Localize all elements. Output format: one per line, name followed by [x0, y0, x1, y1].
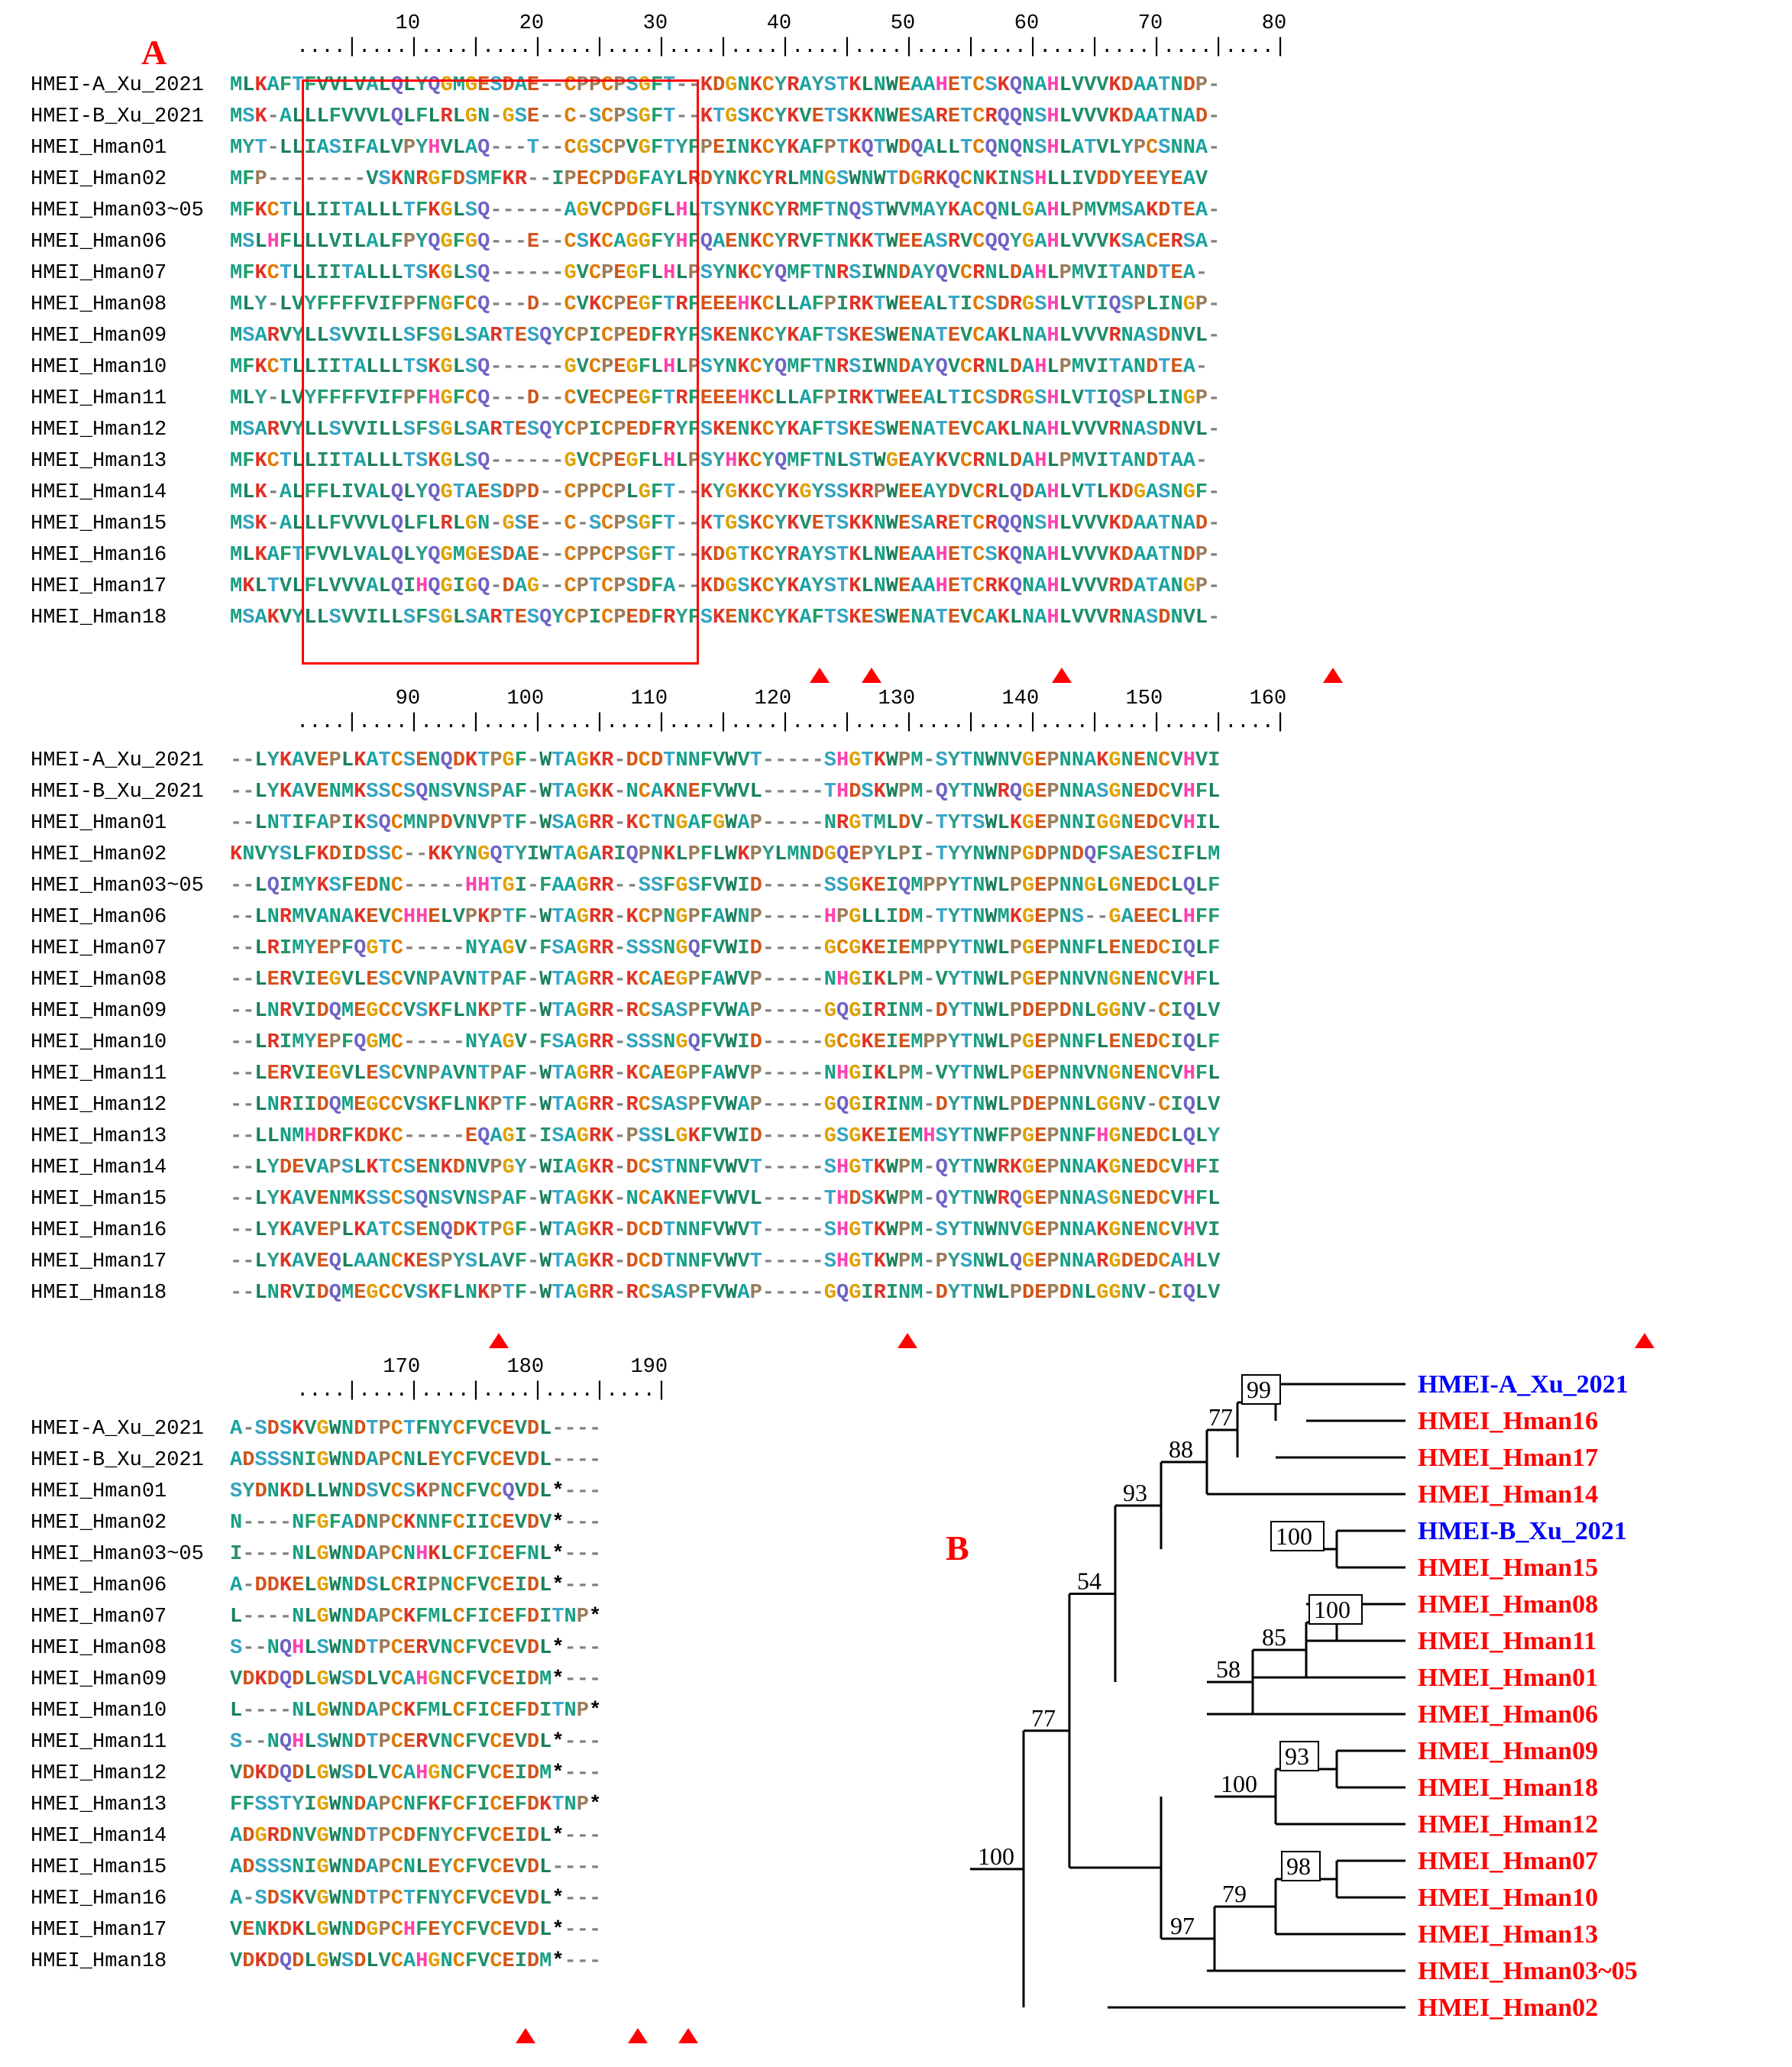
- sequence-row: --LNRIIDQMEGCCVSKFLNKPTF-WTAGRR-RCSASPFVWAP-----GQGIRINM-DYTNWLPDEPNNLGGNV-CIQLV: [230, 1094, 1221, 1117]
- bootstrap-value: 77: [1208, 1403, 1233, 1431]
- tree-taxon-label: HMEI_Hman09: [1418, 1737, 1599, 1765]
- sequence-name: HMEI_Hman14: [31, 1825, 217, 1848]
- sequence-name: HMEI_Hman13: [31, 1794, 217, 1816]
- block-2-names: [31, 746, 216, 1309]
- sequence-row: --LYDEVAPSLKTCSENKDNVPGY-WIAGKR-DCSTNNFVWVT-----SHGTKWPM-QYTNWRKGEPNNAKGNEDCVHFI: [230, 1156, 1221, 1179]
- block-1-ticks: ....|....|....|....|....|....|....|....|....|....|....|....|....|....|....|....|: [296, 36, 1287, 59]
- bootstrap-value: 100: [1314, 1596, 1350, 1623]
- sequence-row: --LNTIFAPIKSQCMNPDVNVPTF-WSAGRR-KCTNGAFGWAP-----NRGTMLDV-TYTSWLKGEPNNIGGNEDCVHIL: [230, 812, 1221, 835]
- sequence-row: A-DDKELGWNDSLCRIPNCFVCEIDL*---: [230, 1574, 602, 1597]
- block-3-ruler: 170 180 190: [296, 1356, 668, 1379]
- tree-taxon-label: HMEI_Hman18: [1418, 1774, 1599, 1802]
- cysteine-marker: [898, 1333, 917, 1348]
- sequence-name: HMEI_Hman16: [31, 1887, 217, 1910]
- cysteine-marker: [489, 1333, 509, 1348]
- sequence-row: ADSSSNIGWNDAPCNLEYCFVCEVDL----: [230, 1449, 602, 1472]
- sequence-row: --LERVIEGVLESCVNPAVNTPAF-WTAGRR-KCAEGPFAWVP-----NHGIKLPM-VYTNWLPGEPNNVNGNENCVHFL: [230, 969, 1221, 991]
- tree-taxon-label: HMEI_Hman14: [1418, 1480, 1599, 1509]
- sequence-row: --LYKAVENMKSSCSQNSVNSPAF-WTAGKK-NCAKNEFVWVL-----THDSKWPM-QYTNWRQGEPNNASGNEDCVHFL: [230, 1188, 1221, 1211]
- tree-taxon-label: HMEI_Hman13: [1418, 1920, 1599, 1949]
- sequence-name: HMEI_Hman03~05: [31, 1543, 217, 1566]
- tree-taxon-label: HMEI_Hman16: [1418, 1407, 1599, 1435]
- sequence-name: HMEI_Hman13: [31, 1125, 217, 1148]
- sequence-name: HMEI_Hman15: [31, 1856, 217, 1879]
- bootstrap-value: 54: [1077, 1567, 1101, 1595]
- sequence-name: HMEI_Hman12: [31, 1762, 217, 1785]
- sequence-name: HMEI_Hman08: [31, 293, 217, 316]
- sequence-name: HMEI_Hman10: [31, 1700, 217, 1723]
- sequence-row: --LYKAVEPLKATCSENQDKTPGF-WTAGKR-DCDTNNFVWVT-----SHGTKWPM-SYTNWNVGEPNNAKGNENCVHVI: [230, 749, 1221, 772]
- bootstrap-value: 77: [1031, 1703, 1056, 1732]
- sequence-name: HMEI_Hman15: [31, 1188, 217, 1211]
- block-3-ticks: ....|....|....|....|....|....|: [296, 1380, 668, 1402]
- bootstrap-value: 58: [1216, 1655, 1240, 1683]
- sequence-row: --LLNMHDRFKDKC-----EQAGI-ISAGRK-PSSLGKFVWID-----GSGKEIEMHSYTNWFPGEPNNFHGNEDCLQLY: [230, 1125, 1221, 1148]
- sequence-name: HMEI_Hman18: [31, 607, 217, 629]
- bootstrap-value: 100: [978, 1842, 1014, 1870]
- sequence-row: --LQIMYKSFEDNC-----HHTGI-FAAGRR--SSFGSFVWID-----SSGKEIQMPPYTNWLPGEPNNGLGNEDCLQLF: [230, 875, 1221, 898]
- sequence-name: HMEI-B_Xu_2021: [31, 781, 217, 804]
- sequence-name: HMEI_Hman11: [31, 387, 217, 410]
- tree-taxon-label: HMEI_Hman03~05: [1418, 1957, 1638, 1985]
- sequence-name: HMEI_Hman11: [31, 1731, 217, 1754]
- sequence-name: HMEI_Hman08: [31, 1637, 217, 1660]
- sequence-name: HMEI_Hman16: [31, 1219, 217, 1242]
- sequence-name: HMEI_Hman15: [31, 513, 217, 535]
- cysteine-marker: [628, 2028, 648, 2043]
- block-2-sequences: [230, 746, 1220, 1309]
- tree-taxon-label: HMEI-B_Xu_2021: [1418, 1517, 1627, 1545]
- sequence-name: HMEI_Hman02: [31, 843, 217, 866]
- tree-taxon-label: HMEI_Hman17: [1418, 1444, 1599, 1472]
- sequence-name: HMEI_Hman07: [31, 937, 217, 960]
- tree-taxon-label: HMEI_Hman15: [1418, 1554, 1599, 1582]
- tree-graphic: [878, 1367, 1792, 2055]
- sequence-name: HMEI_Hman10: [31, 1031, 217, 1054]
- sequence-row: --LNRMVANAKEVCHHELVPKPTF-WTAGRR-KCPNGPFAWNP-----HPGLLIDM-TYTNWMKGEPNS--GAEECLHFF: [230, 906, 1221, 929]
- bootstrap-value: 97: [1170, 1912, 1195, 1939]
- sequence-name: HMEI_Hman14: [31, 1156, 217, 1179]
- bootstrap-value: 98: [1286, 1852, 1311, 1880]
- block-3-names: [31, 1414, 216, 1978]
- sequence-row: MKLTVLFLVVVALQIHQGIGQ-DAG--CPTCPSDFA--KDGSKCYKAYSTKLNWEAAHETCRKQNAHLVVVRDATANGP-: [230, 575, 1221, 598]
- sequence-row: --LRIMYEPFQGTC-----NYAGV-FSAGRR-SSSNGQFVWID-----GCGKEIEMPPYTNWLPGEPNNFLENEDCIQLF: [230, 937, 1221, 960]
- sequence-name: HMEI_Hman16: [31, 544, 217, 567]
- block-2-ticks: ....|....|....|....|....|....|....|....|....|....|....|....|....|....|....|....|: [296, 711, 1287, 734]
- sequence-row: VENKDKLGWNDGPCHFEYCFVCEVDL*---: [230, 1919, 602, 1942]
- alignment-block-3: [31, 1356, 668, 1978]
- bootstrap-value: 85: [1262, 1623, 1286, 1651]
- sequence-row: MLKAFTFVVLVALQLYQGMGESDAE--CPPCPSGFT--KDGNKCYRAYSTKLNWEAAHETCSKQNAHLVVVKDAATNDP-: [230, 74, 1221, 97]
- tree-taxon-label: HMEI_Hman01: [1418, 1664, 1599, 1692]
- tree-taxon-label: HMEI_Hman12: [1418, 1810, 1599, 1839]
- bootstrap-value: 88: [1169, 1435, 1193, 1463]
- block-1-names: [31, 70, 216, 634]
- sequence-name: HMEI_Hman07: [31, 1606, 217, 1629]
- cysteine-marker: [810, 668, 830, 683]
- sequence-row: N----NFGFADNPCKNNFCIICEVDV*---: [230, 1512, 602, 1535]
- sequence-row: --LYKAVENMKSSCSQNSVNSPAF-WTAGKK-NCAKNEFVWVL-----THDSKWPM-QYTNWRQGEPNNASGNEDCVHFL: [230, 781, 1221, 804]
- sequence-name: HMEI_Hman03~05: [31, 199, 217, 222]
- sequence-name: HMEI-A_Xu_2021: [31, 1418, 217, 1441]
- sequence-row: MLY-LVYFFFFVIFPFNGFCQ---D--CVKCPEGFTRFEEEHKCLLAFPIRKTWEEALTICSDRGSHLVTIQSPLINGP-: [230, 293, 1221, 316]
- sequence-row: --LERVIEGVLESCVNPAVNTPAF-WTAGRR-KCAEGPFAWVP-----NHGIKLPM-VYTNWLPGEPNNVNGNENCVHFL: [230, 1063, 1221, 1085]
- sequence-row: MFKCTLLIITALLLTSKGLSQ------GVCPEGFLHLPSYNKCYQMFTNRSIWNDAYQVCRNLDAHLPMVITANDTEA-: [230, 262, 1208, 285]
- bootstrap-value: 99: [1247, 1376, 1271, 1403]
- sequence-name: HMEI_Hman06: [31, 1574, 217, 1597]
- sequence-name: HMEI_Hman01: [31, 812, 217, 835]
- sequence-name: HMEI_Hman14: [31, 481, 217, 504]
- sequence-row: MSARVYLLSVVILLSFSGLSARTESQYCPICPEDFRYFSKENKCYKAFTSKESWENATEVCAKLNAHLVVVRNASDNVL-: [230, 325, 1221, 348]
- sequence-row: FFSSTYIGWNDAPCNFKFCFICEFDKTNP*: [230, 1794, 602, 1816]
- sequence-row: S--NQHLSWNDTPCERVNCFVCEVDL*---: [230, 1731, 602, 1754]
- sequence-row: VDKDQDLGWSDLVCAHGNCFVCEIDM*---: [230, 1762, 602, 1785]
- cysteine-marker: [516, 2028, 535, 2043]
- alignment-block-2: [31, 687, 1286, 1309]
- sequence-row: MFKCTLLIITALLLTFKGLSQ------AGVCPDGFLHLTSYNKCYRMFTNQSTWVMAYKACQNLGAHLPMVMSAKDTEA-: [230, 199, 1221, 222]
- sequence-row: SYDNKDLLWNDSVCSKPNCFVCQVDL*---: [230, 1480, 602, 1503]
- sequence-row: L----NLGWNDAPCKFMLCFICEFDITNP*: [230, 1700, 602, 1723]
- sequence-row: ADGRDNVGWNDTPCDFNYCFVCEIDL*---: [230, 1825, 602, 1848]
- sequence-name: HMEI_Hman17: [31, 1250, 217, 1273]
- block-2-ruler: 90 100 110 120 130 140 150 160: [296, 687, 1287, 710]
- sequence-row: --LNRVIDQMEGCCVSKFLNKPTF-WTAGRR-RCSASPFVWAP-----GQGIRINM-DYTNWLPDEPDNLGGNV-CIQLV: [230, 1000, 1221, 1023]
- sequence-name: HMEI_Hman06: [31, 231, 217, 254]
- sequence-row: MLK-ALFFLIVALQLYQGTAESDPD--CPPCPLGFT--KYGKKCYKGYSSKRPWEEAYDVCRLQDAHLVTLKDGASNGF-: [230, 481, 1221, 504]
- sequence-row: MFKCTLLIITALLLTSKGLSQ------GVCPEGFLHLPSYNKCYQMFTNRSIWNDAYQVCRNLDAHLPMVITANDTEA-: [230, 356, 1208, 379]
- sequence-row: MSK-ALLLFVVVLQLFLRLGN-GSE--C-SCPSGFT--KTGSKCYKVETSKKNWESARETCRQQNSHLVVVKDAATNAD-: [230, 513, 1221, 535]
- sequence-row: L----NLGWNDAPCKFMLCFICEFDITNP*: [230, 1606, 602, 1629]
- signal-peptide-box: [302, 79, 699, 665]
- sequence-name: HMEI_Hman03~05: [31, 875, 217, 898]
- bootstrap-value: 93: [1285, 1742, 1309, 1770]
- cysteine-marker: [1052, 668, 1072, 683]
- block-1-ruler: 10 20 30 40 50 60 70 80: [296, 12, 1287, 35]
- sequence-row: --LYKAVEPLKATCSENQDKTPGF-WTAGKR-DCDTNNFVWVT-----SHGTKWPM-SYTNWNVGEPNNAKGNENCVHVI: [230, 1219, 1221, 1242]
- sequence-name: HMEI_Hman11: [31, 1063, 217, 1085]
- sequence-name: HMEI-B_Xu_2021: [31, 1449, 217, 1472]
- sequence-row: MSAKVYLLSVVILLSFSGLSARTESQYCPICPEDFRYFSKENKCYKAFTSKESWENATEVCAKLNAHLVVVRNASDNVL-: [230, 607, 1221, 629]
- sequence-name: HMEI-A_Xu_2021: [31, 749, 217, 772]
- sequence-name: HMEI_Hman12: [31, 1094, 217, 1117]
- sequence-name: HMEI_Hman06: [31, 906, 217, 929]
- sequence-name: HMEI_Hman18: [31, 1950, 217, 1973]
- sequence-name: HMEI_Hman17: [31, 575, 217, 598]
- sequence-name: HMEI-B_Xu_2021: [31, 105, 217, 128]
- bootstrap-value: 79: [1222, 1880, 1247, 1907]
- tree-taxon-label: HMEI_Hman07: [1418, 1847, 1599, 1875]
- sequence-name: HMEI_Hman18: [31, 1282, 217, 1305]
- sequence-name: HMEI_Hman01: [31, 137, 217, 160]
- sequence-row: MLKAFTFVVLVALQLYQGMGESDAE--CPPCPSGFT--KDGTKCYRAYSTKLNWEAAHETCSKQNAHLVVVKDAATNDP-: [230, 544, 1221, 567]
- sequence-row: ADSSSNIGWNDAPCNLEYCFVCEVDL----: [230, 1856, 602, 1879]
- sequence-row: MLY-LVYFFFFVIFPFHGFCQ---D--CVECPEGFTRFEEEHKCLLAFPIRKTWEEALTICSDRGSHLVTIQSPLINGP-: [230, 387, 1221, 410]
- phylogenetic-tree: [878, 1367, 1792, 2047]
- sequence-row: VDKDQDLGWSDLVCAHGNCFVCEIDM*---: [230, 1950, 602, 1973]
- sequence-name: HMEI_Hman01: [31, 1480, 217, 1503]
- sequence-row: MSARVYLLSVVILLSFSGLSARTESQYCPICPEDFRYFSKENKCYKAFTSKESWENATEVCAKLNAHLVVVRNASDNVL-: [230, 419, 1221, 442]
- tree-taxon-label: HMEI_Hman11: [1418, 1627, 1597, 1655]
- tree-taxon-label: HMEI_Hman02: [1418, 1994, 1599, 2022]
- sequence-name: HMEI_Hman10: [31, 356, 217, 379]
- tree-taxon-label: HMEI-A_Xu_2021: [1418, 1370, 1629, 1399]
- sequence-row: MYT-LLIASIFALVPYHVLAQ---T--CGSCPVGFTYFPEINKCYKAFPTKQTWDQALLTCQNQNSHLATVLYPCSNNA-: [230, 137, 1221, 160]
- sequence-name: HMEI_Hman02: [31, 1512, 217, 1535]
- tree-taxon-label: HMEI_Hman08: [1418, 1590, 1599, 1619]
- sequence-row: MFP--------VSKNRGFDSMFKR--IPECPDGFAYLRDYNKCYRLMNGSWNWTDGRKQCNKINSHLLIVDDYEEYEAV: [230, 168, 1208, 191]
- cysteine-marker: [678, 2028, 698, 2043]
- sequence-row: MFKCTLLIITALLLTSKGLSQ------GVCPEGFLHLPSYHKCYQMFTNLSTWGEAYKVCRNLDAHLPMVITANDTAA-: [230, 450, 1208, 473]
- sequence-row: I----NLGWNDAPCNHKLCFICEFNL*---: [230, 1543, 602, 1566]
- sequence-row: MSK-ALLLFVVVLQLFLRLGN-GSE--C-SCPSGFT--KTGSKCYKVETSKKNWESARETCRQQNSHLVVVKDAATNAD-: [230, 105, 1221, 128]
- tree-taxon-label: HMEI_Hman10: [1418, 1884, 1599, 1912]
- tree-taxon-label: HMEI_Hman06: [1418, 1700, 1599, 1729]
- sequence-row: VDKDQDLGWSDLVCAHGNCFVCEIDM*---: [230, 1668, 602, 1691]
- sequence-row: A-SDSKVGWNDTPCTFNYCFVCEVDL*---: [230, 1887, 602, 1910]
- sequence-row: MSLHFLLLVILALFPYQGFGQ---E--CSKCAGGFYHFQAENKCYRVFTNKKTWEEASRVCQQYGAHLVVVKSACERSA-: [230, 231, 1221, 254]
- cysteine-marker: [1635, 1333, 1655, 1348]
- bootstrap-value: 100: [1276, 1522, 1312, 1550]
- sequence-name: HMEI_Hman09: [31, 1668, 217, 1691]
- sequence-row: --LYKAVEQLAANCKESPYSLAVF-WTAGKR-DCDTNNFVWVT-----SHGTKWPM-PYSNWLQGEPNNARGDEDCAHLV: [230, 1250, 1221, 1273]
- sequence-name: HMEI_Hman12: [31, 419, 217, 442]
- sequence-row: A-SDSKVGWNDTPCTFNYCFVCEVDL----: [230, 1418, 602, 1441]
- sequence-row: --LRIMYEPFQGMC-----NYAGV-FSAGRR-SSSNGQFVWID-----GCGKEIEMPPYTNWLPGEPNNFLENEDCIQLF: [230, 1031, 1221, 1054]
- sequence-name: HMEI_Hman09: [31, 1000, 217, 1023]
- sequence-name: HMEI_Hman09: [31, 325, 217, 348]
- sequence-name: HMEI_Hman13: [31, 450, 217, 473]
- sequence-row: S--NQHLSWNDTPCERVNCFVCEVDL*---: [230, 1637, 602, 1660]
- sequence-name: HMEI_Hman08: [31, 969, 217, 991]
- cysteine-marker: [862, 668, 881, 683]
- sequence-row: --LNRVIDQMEGCCVSKFLNKPTF-WTAGRR-RCSASPFVWAP-----GQGIRINM-DYTNWLPDEPDNLGGNV-CIQLV: [230, 1282, 1221, 1305]
- sequence-row: KNVYSLFKDIDSSC--KKYNGQTYIWTAGARIQPNKLPFLWKPYLMNDGQEPYLPI-TYYNWNPGDPNDQFSAESCIFLM: [230, 843, 1221, 866]
- block-3-sequences: [230, 1414, 601, 1978]
- panel-a-label: A: [141, 33, 167, 72]
- sequence-name: HMEI-A_Xu_2021: [31, 74, 217, 97]
- cysteine-marker: [1323, 668, 1343, 683]
- panel-b-label: B: [946, 1528, 969, 1567]
- sequence-name: HMEI_Hman07: [31, 262, 217, 285]
- sequence-name: HMEI_Hman17: [31, 1919, 217, 1942]
- sequence-name: HMEI_Hman02: [31, 168, 217, 191]
- bootstrap-value: 93: [1123, 1479, 1147, 1506]
- bootstrap-value: 100: [1221, 1770, 1257, 1797]
